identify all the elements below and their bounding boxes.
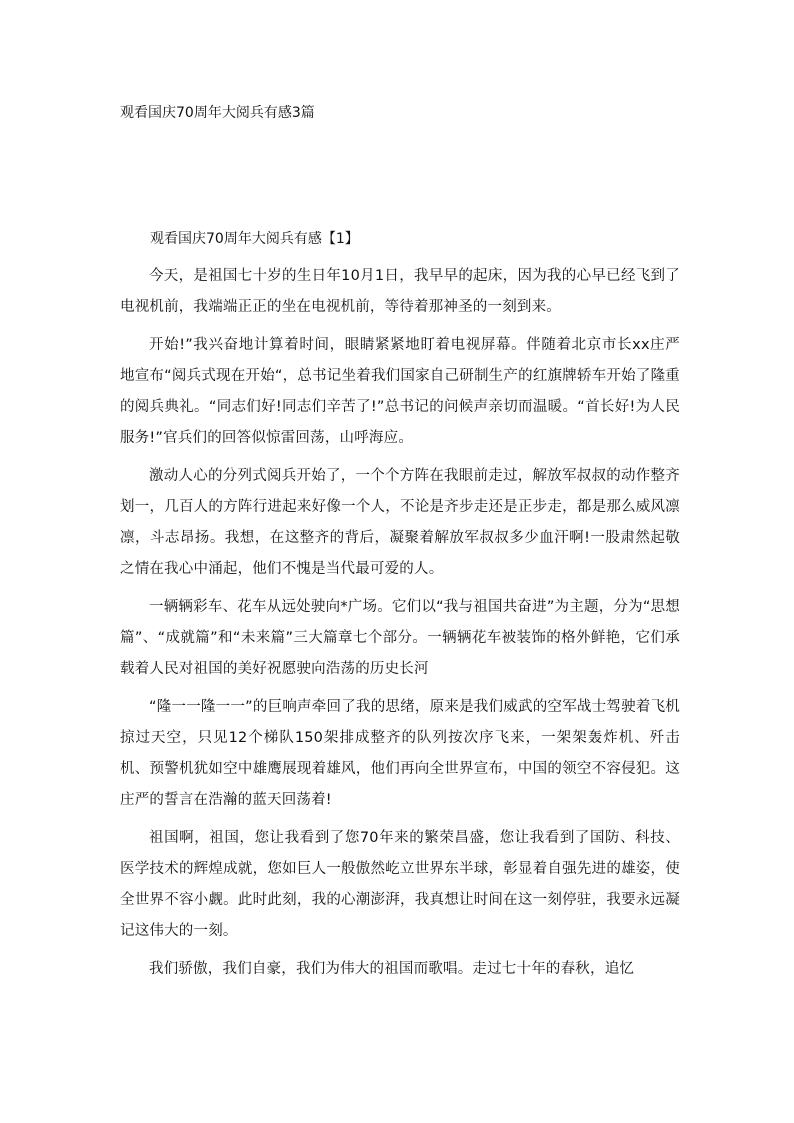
article-body bbox=[120, 261, 680, 992]
paragraph: 开始!”我兴奋地计算着时间，眼睛紧紧地盯着电视屏幕。伴随着北京市长xx庄严地宣布“阅兵式现在开始“，总书记坐着我们国家自己研制生产的红旗牌轿车开始了隆重的阅兵典礼。“同志们好!同志们辛苦了!”总书记的问候声亲切而温暖。“首长好!为人民服务!”官兵们的回答似惊雷回荡，山呼海应。 bbox=[120, 337, 680, 446]
paragraph: 一辆辆彩车、花车从远处驶向*广场。它们以“我与祖国共奋进”为主题，分为“思想篇”、“成就篇”和“未来篇”三大篇章七个部分。一辆辆花车被装饰的格外鲜艳，它们承载着人民对祖国的美好祝愿驶向浩荡的历史长河 bbox=[120, 599, 680, 677]
paragraph: 我们骄傲，我们自豪，我们为伟大的祖国而歌唱。走过七十年的春秋，追忆 bbox=[149, 961, 635, 977]
paragraph: 激动人心的分列式阅兵开始了，一个个方阵在我眼前走过，解放军叔叔的动作整齐划一，几百人的方阵行进起来好像一个人，不论是齐步走还是正步走，都是那么威风凛凛，斗志昂扬。我想，在这整齐的背后，凝聚着解放军叔叔多少血汗啊!一股肃然起敬之情在我心中涌起，他们不愧是当代最可爱的人。 bbox=[120, 468, 680, 577]
paragraph: 今天，是祖国七十岁的生日年10月1日，我早早的起床，因为我的心早已经飞到了电视机前，我端端正正的坐在电视机前，等待着那神圣的一刻到来。 bbox=[120, 268, 680, 315]
document-title: 观看国庆70周年大阅兵有感3篇 bbox=[120, 105, 315, 121]
section-heading: 观看国庆70周年大阅兵有感【1】 bbox=[150, 231, 359, 247]
paragraph: “隆一一隆一一”的巨响声牵回了我的思绪，原来是我们威武的空军战士驾驶着飞机掠过天空，只见12个梯队150架排成整齐的队列按次序飞来，一架架轰炸机、歼击机、预警机犹如空中雄鹰展现着雄风，他们再向全世界宣布，中国的领空不容侵犯。这庄严的誓言在浩瀚的蓝天回荡着! bbox=[120, 699, 680, 808]
paragraph: 祖国啊，祖国，您让我看到了您70年来的繁荣昌盛，您让我看到了国防、科技、医学技术的辉煌成就，您如巨人一般傲然屹立世界东半球，彰显着自强先进的雄姿，使全世界不容小觑。此时此刻，我的心潮澎湃，我真想让时间在这一刻停驻，我要永远凝记这伟大的一刻。 bbox=[120, 830, 680, 939]
